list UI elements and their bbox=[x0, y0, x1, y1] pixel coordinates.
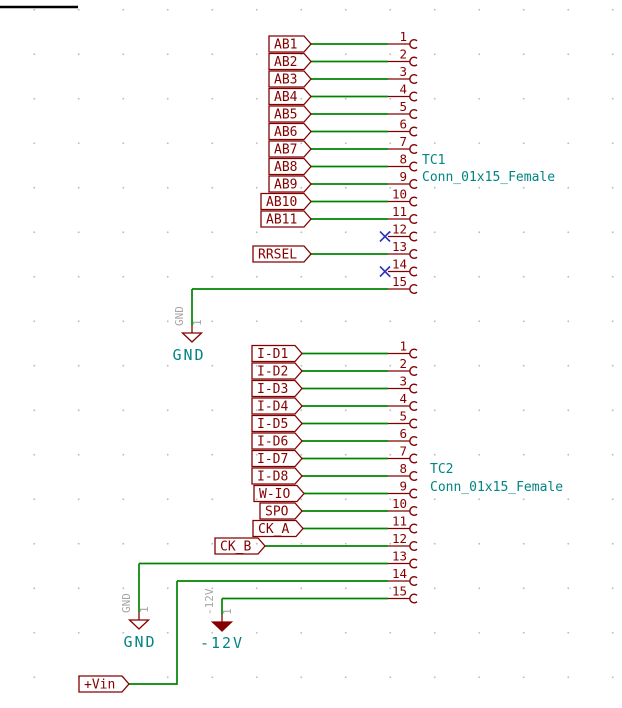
global-label-i-d6-text[interactable]: I-D6 bbox=[257, 434, 289, 450]
global-label-ab6-text[interactable]: AB6 bbox=[274, 125, 298, 140]
neg12v-label[interactable]: -12V bbox=[199, 634, 245, 652]
female-pin-socket-icon[interactable] bbox=[410, 197, 417, 206]
global-label-ab7-text[interactable]: AB7 bbox=[274, 142, 298, 158]
global-label-i-d1-text[interactable]: I-D1 bbox=[257, 347, 289, 362]
tc1-pin-number-12: 12 bbox=[391, 221, 407, 237]
tc1-pin-number-1: 1 bbox=[399, 29, 407, 44]
female-pin-socket-icon[interactable] bbox=[410, 145, 417, 154]
tc2-pin-number-12: 12 bbox=[391, 531, 407, 546]
global-label-i-d2-text[interactable]: I-D2 bbox=[257, 364, 289, 380]
tc1-pin-number-15: 15 bbox=[391, 274, 407, 289]
tc1-pin-number-14: 14 bbox=[391, 256, 407, 272]
global-label-ab11-text[interactable]: AB11 bbox=[266, 212, 298, 228]
tc1-pin-number-13: 13 bbox=[391, 239, 407, 254]
neg-12v-hidden-pin-number: 1 bbox=[221, 608, 234, 615]
tc2-reference[interactable]: TC2 bbox=[430, 462, 454, 477]
global-label-ck_a-text[interactable]: CK_A bbox=[258, 522, 290, 537]
tc1-pin-number-4: 4 bbox=[399, 81, 407, 97]
gnd-top-hidden-pin-number: 1 bbox=[191, 319, 204, 326]
global-label-w-io-text[interactable]: W-IO bbox=[259, 487, 291, 502]
neg-12v-symbol-icon[interactable] bbox=[213, 622, 232, 631]
female-pin-socket-icon[interactable] bbox=[410, 75, 417, 84]
female-pin-socket-icon[interactable] bbox=[410, 419, 417, 428]
global-label-i-d5-text[interactable]: I-D5 bbox=[257, 417, 289, 432]
global-label-ab5-text[interactable]: AB5 bbox=[274, 107, 298, 123]
tc1-pin-number-3: 3 bbox=[399, 64, 407, 79]
female-pin-socket-icon[interactable] bbox=[410, 215, 417, 224]
female-pin-socket-icon[interactable] bbox=[410, 454, 417, 463]
tc1-pin-number-7: 7 bbox=[399, 134, 407, 149]
female-pin-socket-icon[interactable] bbox=[410, 594, 417, 603]
female-pin-socket-icon[interactable] bbox=[410, 489, 417, 498]
tc1-pin-number-8: 8 bbox=[399, 151, 407, 167]
female-pin-socket-icon[interactable] bbox=[410, 577, 417, 586]
tc2-pin-number-13: 13 bbox=[391, 548, 407, 564]
tc2-pin-number-2: 2 bbox=[399, 356, 407, 371]
tc1-pin-number-6: 6 bbox=[399, 116, 407, 132]
female-pin-socket-icon[interactable] bbox=[410, 92, 417, 101]
neg-12v-hidden-pin-name: -12V bbox=[203, 588, 216, 615]
female-pin-socket-icon[interactable] bbox=[410, 57, 417, 66]
tc2-pin-number-5: 5 bbox=[399, 408, 407, 424]
tc2-pin-number-4: 4 bbox=[399, 391, 407, 406]
female-pin-socket-icon[interactable] bbox=[410, 267, 417, 276]
gnd-bottom-label[interactable]: GND bbox=[123, 633, 157, 651]
global-label-ab8-text[interactable]: AB8 bbox=[274, 160, 298, 175]
tc1-pin-number-5: 5 bbox=[399, 99, 407, 114]
tc1-pin-number-9: 9 bbox=[399, 169, 407, 184]
global-label-rrsel-text[interactable]: RRSEL bbox=[258, 247, 298, 263]
tc2-pin-number-11: 11 bbox=[391, 513, 407, 529]
gnd-bottom-symbol-icon[interactable] bbox=[130, 620, 149, 629]
female-pin-socket-icon[interactable] bbox=[410, 250, 417, 259]
tc1-reference[interactable]: TC1 bbox=[422, 153, 446, 168]
gnd-bottom-hidden-pin-number: 1 bbox=[138, 606, 151, 613]
female-pin-socket-icon[interactable] bbox=[410, 524, 417, 533]
female-pin-socket-icon[interactable] bbox=[410, 349, 417, 358]
female-pin-socket-icon[interactable] bbox=[410, 162, 417, 171]
female-pin-socket-icon[interactable] bbox=[410, 40, 417, 49]
gnd-bottom-hidden-pin-name: GND bbox=[120, 593, 133, 613]
female-pin-socket-icon[interactable] bbox=[410, 542, 417, 551]
female-pin-socket-icon[interactable] bbox=[410, 232, 417, 241]
gnd-top-label[interactable]: GND bbox=[172, 346, 206, 364]
female-pin-socket-icon[interactable] bbox=[410, 180, 417, 189]
global-label-+vin-text[interactable]: +Vin bbox=[84, 677, 116, 693]
tc2-pin-number-6: 6 bbox=[399, 426, 407, 441]
tc2-value[interactable]: Conn_01x15_Female bbox=[430, 480, 564, 495]
tc2-pin-number-10: 10 bbox=[391, 496, 407, 511]
female-pin-socket-icon[interactable] bbox=[410, 507, 417, 516]
global-label-i-d8-text[interactable]: I-D8 bbox=[257, 469, 289, 485]
female-pin-socket-icon[interactable] bbox=[410, 437, 417, 446]
global-label-i-d4-text[interactable]: I-D4 bbox=[257, 399, 289, 415]
global-label-ab2-text[interactable]: AB2 bbox=[274, 55, 298, 70]
female-pin-socket-icon[interactable] bbox=[410, 127, 417, 136]
female-pin-socket-icon[interactable] bbox=[410, 367, 417, 376]
tc1-pin-number-10: 10 bbox=[391, 186, 407, 202]
global-label-ab4-text[interactable]: AB4 bbox=[274, 90, 298, 105]
global-label-ck_b-text[interactable]: CK_B bbox=[220, 539, 252, 555]
female-pin-socket-icon[interactable] bbox=[410, 384, 417, 393]
female-pin-socket-icon[interactable] bbox=[410, 559, 417, 568]
tc2-pin-number-15: 15 bbox=[391, 583, 407, 599]
female-pin-socket-icon[interactable] bbox=[410, 110, 417, 119]
tc2-pin-number-14: 14 bbox=[391, 566, 407, 581]
global-label-i-d7-text[interactable]: I-D7 bbox=[257, 452, 289, 467]
global-label-i-d3-text[interactable]: I-D3 bbox=[257, 382, 289, 397]
tc2-pin-number-7: 7 bbox=[399, 443, 407, 459]
gnd-top-hidden-pin-name: GND bbox=[173, 306, 186, 326]
global-label-spo-text[interactable]: SPO bbox=[265, 504, 289, 520]
female-pin-socket-icon[interactable] bbox=[410, 472, 417, 481]
global-label-ab9-text[interactable]: AB9 bbox=[274, 177, 298, 193]
female-pin-socket-icon[interactable] bbox=[410, 402, 417, 411]
female-pin-socket-icon[interactable] bbox=[410, 285, 417, 294]
tc2-pin-number-8: 8 bbox=[399, 461, 407, 476]
global-label-ab3-text[interactable]: AB3 bbox=[274, 72, 298, 88]
tc1-pin-number-11: 11 bbox=[391, 204, 407, 219]
tc1-value[interactable]: Conn_01x15_Female bbox=[422, 170, 556, 185]
gnd-top-symbol-icon[interactable] bbox=[183, 333, 202, 342]
tc2-pin-number-1: 1 bbox=[399, 338, 407, 354]
global-label-ab1-text[interactable]: AB1 bbox=[274, 37, 298, 53]
tc2-pin-number-3: 3 bbox=[399, 373, 407, 389]
global-label-ab10-text[interactable]: AB10 bbox=[266, 195, 298, 210]
tc1-pin-number-2: 2 bbox=[399, 46, 407, 62]
tc2-pin-number-9: 9 bbox=[399, 478, 407, 494]
